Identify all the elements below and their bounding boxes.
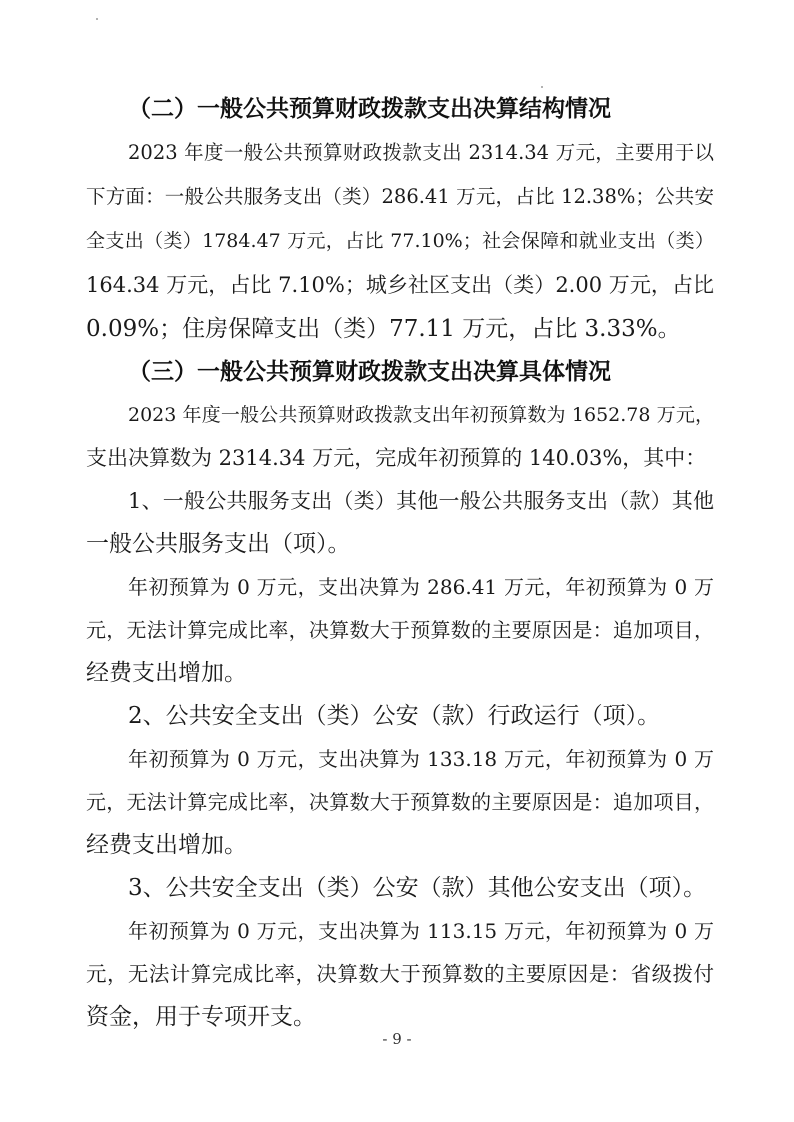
paragraph-line: 经费支出增加。 — [86, 660, 247, 686]
paragraph-line: 全支出（类）1784.47 万元，占比 77.10%；社会保障和就业支出（类） — [86, 230, 714, 252]
paragraph-line: 元，无法计算完成比率，决算数大于预算数的主要原因是：省级拨付 — [86, 962, 714, 986]
paragraph-line: 2023 年度一般公共预算财政拨款支出 2314.34 万元，主要用于以 — [128, 141, 714, 164]
section-heading-detail: （三）一般公共预算财政拨款支出决算具体情况 — [128, 359, 611, 385]
paragraph-line: 下方面：一般公共服务支出（类）286.41 万元，占比 12.38%；公共安 — [86, 185, 714, 208]
page-number: - 9 - — [382, 1030, 412, 1048]
paragraph-line: 元，无法计算完成比率，决算数大于预算数的主要原因是：追加项目， — [86, 790, 714, 814]
section-heading-structure: （二）一般公共预算财政拨款支出决算结构情况 — [128, 96, 611, 122]
paragraph-line: 年初预算为 0 万元，支出决算为 286.41 万元，年初预算为 0 万 — [128, 575, 714, 599]
paragraph-line: 164.34 万元，占比 7.10%；城乡社区支出（类）2.00 万元，占比 — [86, 273, 714, 297]
paragraph-line: 年初预算为 0 万元，支出决算为 133.18 万元，年初预算为 0 万 — [128, 747, 714, 771]
paragraph-line: 元，无法计算完成比率，决算数大于预算数的主要原因是：追加项目， — [86, 618, 714, 642]
paragraph-line: 经费支出增加。 — [86, 832, 247, 858]
item-title: 3、公共安全支出（类）公安（款）其他公安支出（项）。 — [128, 875, 707, 901]
paragraph-line: 0.09%；住房保障支出（类）77.11 万元，占比 3.33%。 — [86, 316, 681, 342]
paragraph-line: 年初预算为 0 万元，支出决算为 113.15 万元，年初预算为 0 万 — [128, 919, 714, 943]
paragraph-line: 资金，用于专项开支。 — [86, 1004, 316, 1030]
paragraph-line: 2023 年度一般公共预算财政拨款支出年初预算数为 1652.78 万元， — [128, 404, 714, 426]
scan-speck — [96, 18, 98, 20]
scan-speck — [541, 86, 543, 88]
paragraph-line: 支出决算数为 2314.34 万元，完成年初预算的 140.03%，其中： — [86, 446, 707, 470]
item-title: 1、一般公共服务支出（类）其他一般公共服务支出（款）其他 — [128, 489, 714, 513]
item-title: 2、公共安全支出（类）公安（款）行政运行（项）。 — [128, 703, 661, 729]
item-title: 一般公共服务支出（项）。 — [86, 531, 351, 557]
